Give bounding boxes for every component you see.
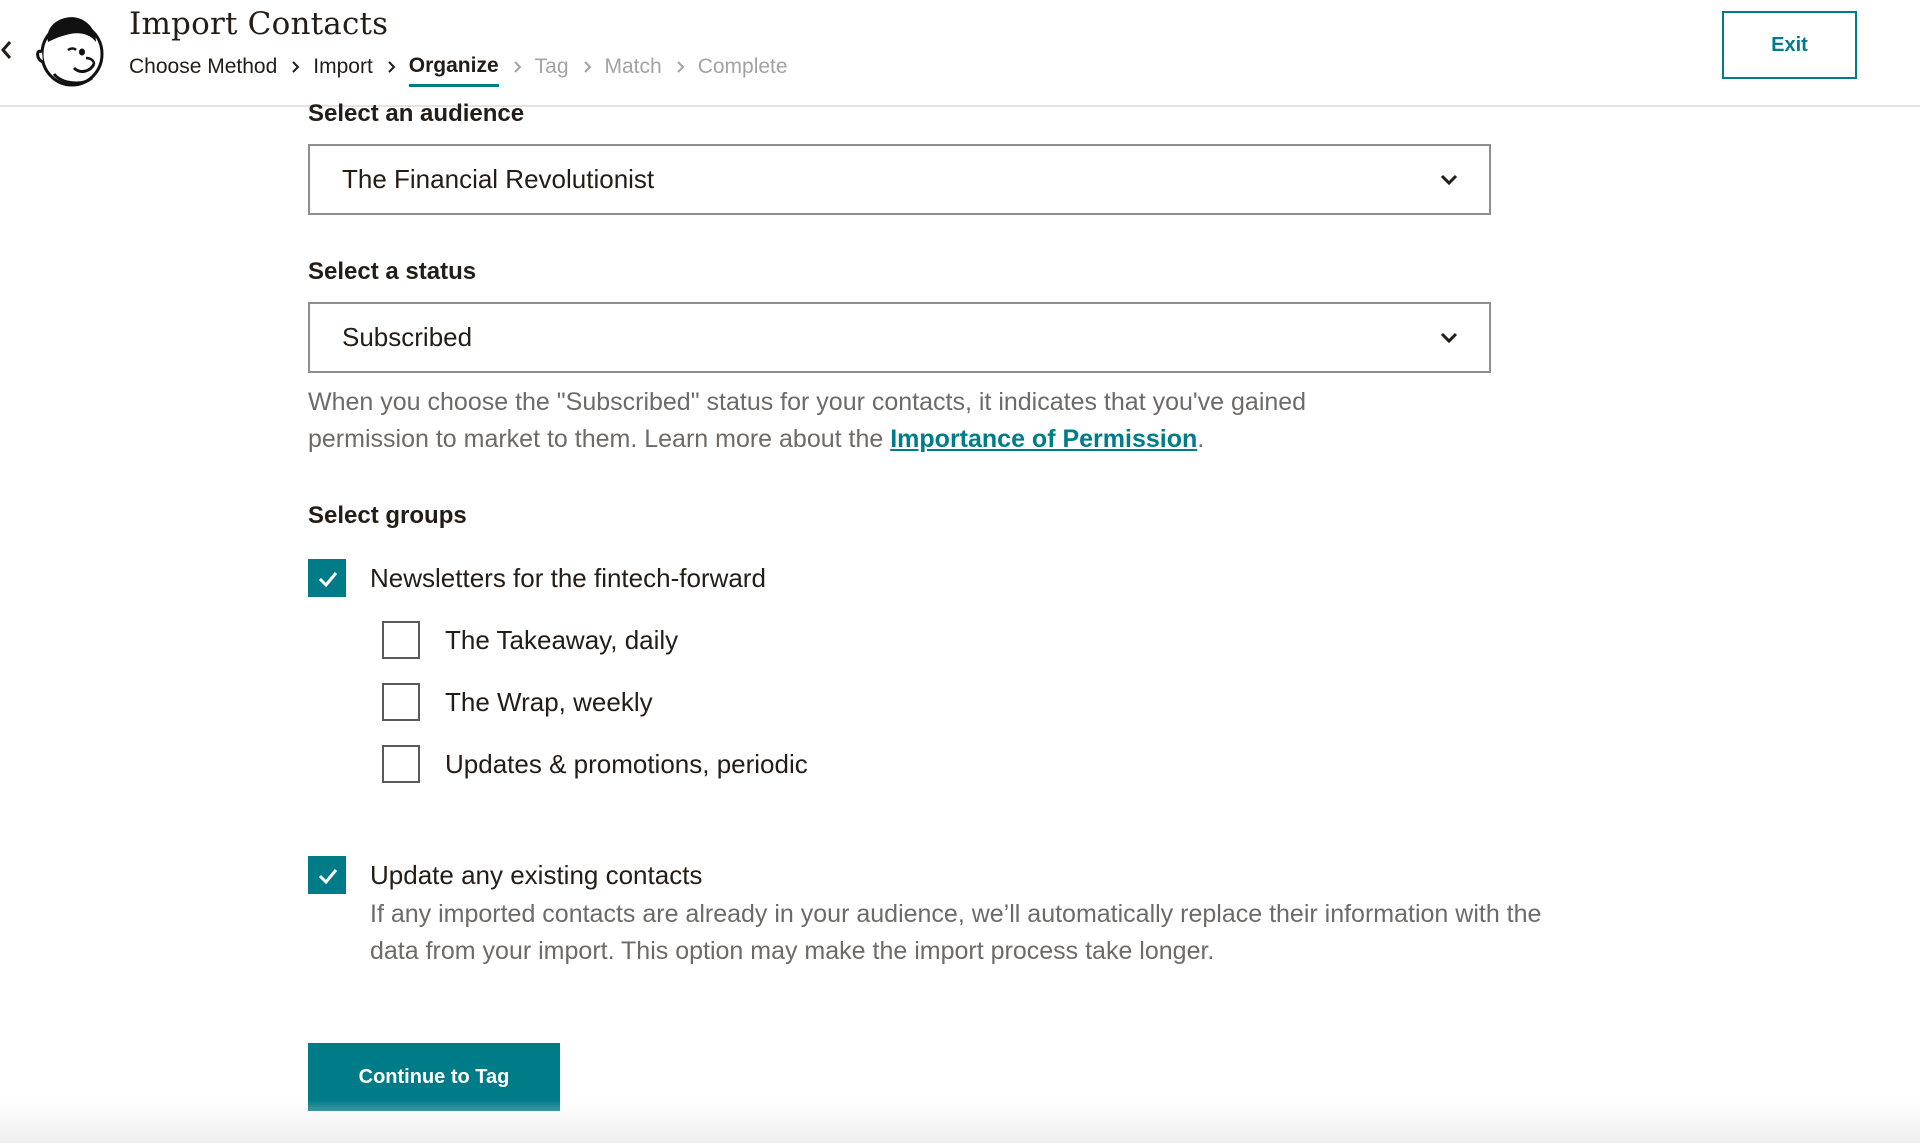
- chevron-right-icon: [662, 60, 698, 74]
- groups-label: Select groups: [308, 502, 467, 529]
- breadcrumb-organize[interactable]: Organize: [409, 54, 499, 80]
- checkmark-icon: [318, 571, 338, 587]
- page-title: Import Contacts: [129, 6, 389, 42]
- breadcrumb: [129, 50, 788, 84]
- importance-of-permission-link[interactable]: Importance of Permission: [890, 425, 1198, 453]
- group-parent-label: Newsletters for the fintech-forward: [370, 563, 766, 593]
- mailchimp-logo: [34, 12, 108, 88]
- chevron-left-icon[interactable]: [0, 38, 14, 62]
- breadcrumb-complete: Complete: [697, 55, 788, 78]
- breadcrumb-match: Match: [604, 55, 662, 78]
- update-existing-label: Update any existing contacts: [370, 860, 703, 890]
- group-wrap-label: The Wrap, weekly: [445, 687, 653, 717]
- status-selected-value: Subscribed: [342, 322, 473, 352]
- breadcrumb-import[interactable]: Import: [313, 55, 373, 78]
- group-takeaway-label: The Takeaway, daily: [445, 625, 679, 655]
- audience-select[interactable]: [308, 144, 1491, 215]
- audience-selected-value: The Financial Revolutionist: [342, 164, 655, 194]
- group-takeaway-checkbox[interactable]: [382, 621, 420, 659]
- chevron-right-icon: [499, 60, 535, 74]
- continue-to-tag-button[interactable]: Continue to Tag: [308, 1043, 560, 1111]
- chevron-right-icon: [569, 60, 605, 74]
- update-existing-checkbox[interactable]: [308, 856, 346, 894]
- chevron-right-icon: [373, 60, 409, 74]
- bottom-fade: [0, 1100, 1920, 1143]
- group-parent-checkbox[interactable]: [308, 559, 346, 597]
- breadcrumb-tag: Tag: [534, 55, 569, 78]
- top-bar: [0, 0, 1920, 107]
- group-wrap-checkbox[interactable]: [382, 683, 420, 721]
- group-updates-checkbox[interactable]: [382, 745, 420, 783]
- breadcrumb-choose-method[interactable]: Choose Method: [129, 55, 278, 78]
- status-label: Select a status: [308, 258, 477, 285]
- group-updates-label: Updates & promotions, periodic: [445, 749, 808, 779]
- status-help-suffix: .: [1197, 425, 1205, 453]
- chevron-right-icon: [277, 60, 313, 74]
- exit-button[interactable]: Exit: [1722, 11, 1857, 79]
- status-help-prefix: When you choose the "Subscribed" status for your contacts, it indicates that you've gained permission to market to them. Learn more about the: [308, 388, 1307, 453]
- status-help-text: [308, 384, 1408, 458]
- chevron-down-icon: [1439, 173, 1459, 187]
- status-select[interactable]: [308, 302, 1491, 373]
- audience-label: Select an audience: [308, 100, 525, 127]
- chevron-down-icon: [1439, 331, 1459, 345]
- checkmark-icon: [318, 868, 338, 884]
- update-existing-description: If any imported contacts are already in your audience, we’ll automatically replace their information with the data from your import. This option may make the import process take longer.: [370, 900, 1542, 965]
